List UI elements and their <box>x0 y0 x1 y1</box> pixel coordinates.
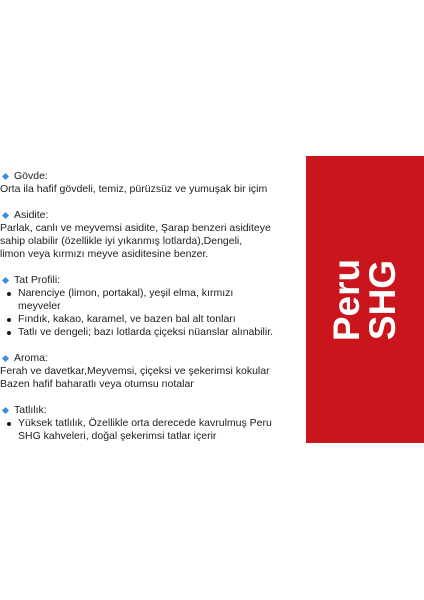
body-line: Bazen hafif baharatlı veya otumsu notalar <box>0 378 194 390</box>
section-asidite <box>0 209 300 261</box>
section-govde <box>0 170 300 196</box>
blue-diamond-icon <box>2 173 9 180</box>
blue-diamond-icon <box>2 212 9 219</box>
section-heading <box>0 352 300 365</box>
list-item <box>0 287 300 313</box>
product-name-line-1: Peru <box>326 258 367 341</box>
section-heading <box>0 274 300 287</box>
blue-diamond-icon <box>2 277 9 284</box>
list-item-line: meyveler <box>18 300 61 312</box>
section-heading <box>0 404 300 417</box>
list-item <box>0 417 300 443</box>
section-heading <box>0 209 300 222</box>
section-title: Tatlılık: <box>14 404 47 416</box>
list-item <box>0 313 300 326</box>
body-line: Orta ila hafif gövdeli, temiz, pürüzsüz ve yumuşak bir içim <box>0 183 268 195</box>
list-item-line: Fındık, kakao, karamel, ve bazen bal alt tonları <box>18 313 236 325</box>
coffee-description <box>0 170 300 456</box>
list-item-line: SHG kahveleri, doğal şekerimsi tatlar içerir <box>18 430 217 442</box>
body-line: Ferah ve davetkar,Meyvemsi, çiçeksi ve şekerimsi kokular <box>0 365 270 377</box>
body-line: Parlak, canlı ve meyvemsi asidite, Şarap benzeri asiditeye <box>0 222 271 234</box>
blue-diamond-icon <box>2 407 9 414</box>
product-name <box>326 258 403 341</box>
product-name-line-2: SHG <box>362 259 403 340</box>
blue-diamond-icon <box>2 355 9 362</box>
list-item-line: Yüksek tatlılık, Özellikle orta derecede kavrulmuş Peru <box>18 417 272 429</box>
body-line: limon veya kırmızı meyve asiditesine benzer. <box>0 248 209 260</box>
section-tat-profili <box>0 274 300 339</box>
section-heading <box>0 170 300 183</box>
list-item-line: Narenciye (limon, portakal), yeşil elma, kırmızı <box>18 287 234 299</box>
product-label-panel <box>306 156 424 443</box>
section-title: Gövde: <box>14 170 48 182</box>
list-item <box>0 326 300 339</box>
body-line: sahip olabilir (özellikle iyi yıkanmış lotlarda),Dengeli, <box>0 235 243 247</box>
bullet-list <box>0 287 300 339</box>
list-item-line: Tatlı ve dengeli; bazı lotlarda çiçeksi nüanslar alınabilir. <box>18 326 274 338</box>
section-title: Aroma: <box>14 352 48 364</box>
bullet-list <box>0 417 300 443</box>
section-tatlilik <box>0 404 300 443</box>
section-title: Tat Profili: <box>14 274 61 286</box>
section-title: Asidite: <box>14 209 49 221</box>
section-aroma <box>0 352 300 391</box>
